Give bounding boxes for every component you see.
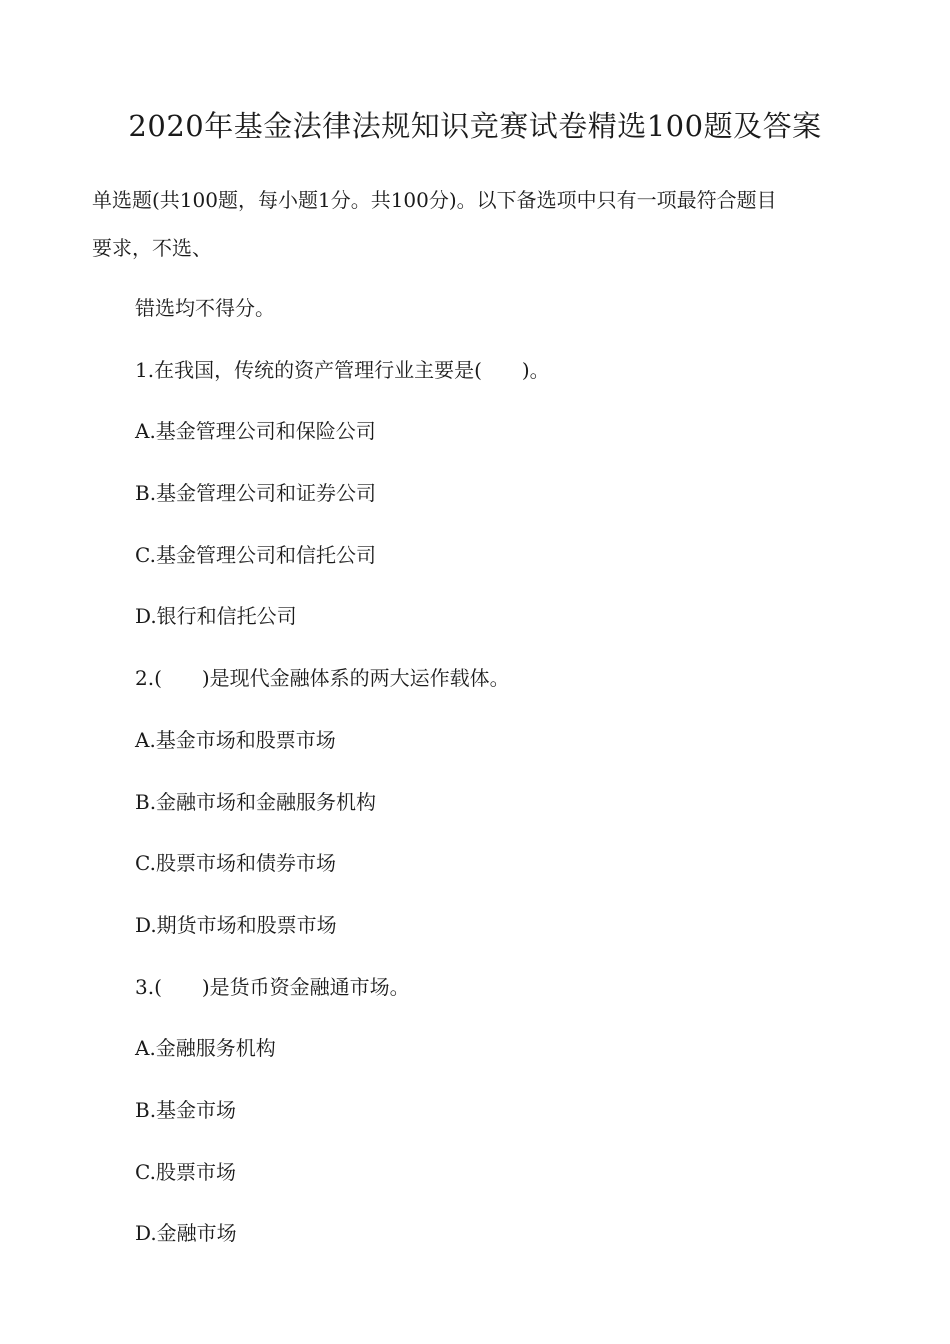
question-1-option-d: D.银行和信托公司 (135, 604, 297, 629)
question-3: 3.( )是货币资金融通市场。 (135, 974, 410, 999)
question-1-option-c: C.基金管理公司和信托公司 (135, 542, 376, 567)
instructions-line: 单选题(共100题，每小题1分。共100分)。以下备选项中只有一项最符合题目 (92, 188, 777, 212)
question-3-option-d: D.金融市场 (135, 1221, 237, 1246)
question-3-option-c: C.股票市场 (135, 1159, 236, 1184)
question-2: 2.( )是现代金融体系的两大运作载体。 (135, 666, 510, 691)
question-2-option-a: A.基金市场和股票市场 (135, 727, 336, 752)
question-1-option-b: B.基金管理公司和证券公司 (135, 481, 377, 506)
question-2-option-c: C.股票市场和债券市场 (135, 851, 336, 876)
document-title: 2020年基金法律法规知识竞赛试卷精选100题及答案 (128, 109, 822, 143)
question-3-option-a: A.金融服务机构 (135, 1036, 276, 1061)
instructions (92, 176, 882, 272)
question-2-option-b: B.金融市场和金融服务机构 (135, 789, 377, 814)
question-2-option-d: D.期货市场和股票市场 (135, 912, 337, 937)
question-1-option-a: A.基金管理公司和保险公司 (135, 419, 376, 444)
question-1: 1.在我国，传统的资产管理行业主要是( )。 (135, 357, 550, 382)
instructions-continuation: 错选均不得分。 (135, 296, 275, 320)
instructions-line: 要求，不选、 (92, 236, 212, 260)
question-3-option-b: B.基金市场 (135, 1097, 237, 1122)
question-list (135, 286, 855, 1273)
